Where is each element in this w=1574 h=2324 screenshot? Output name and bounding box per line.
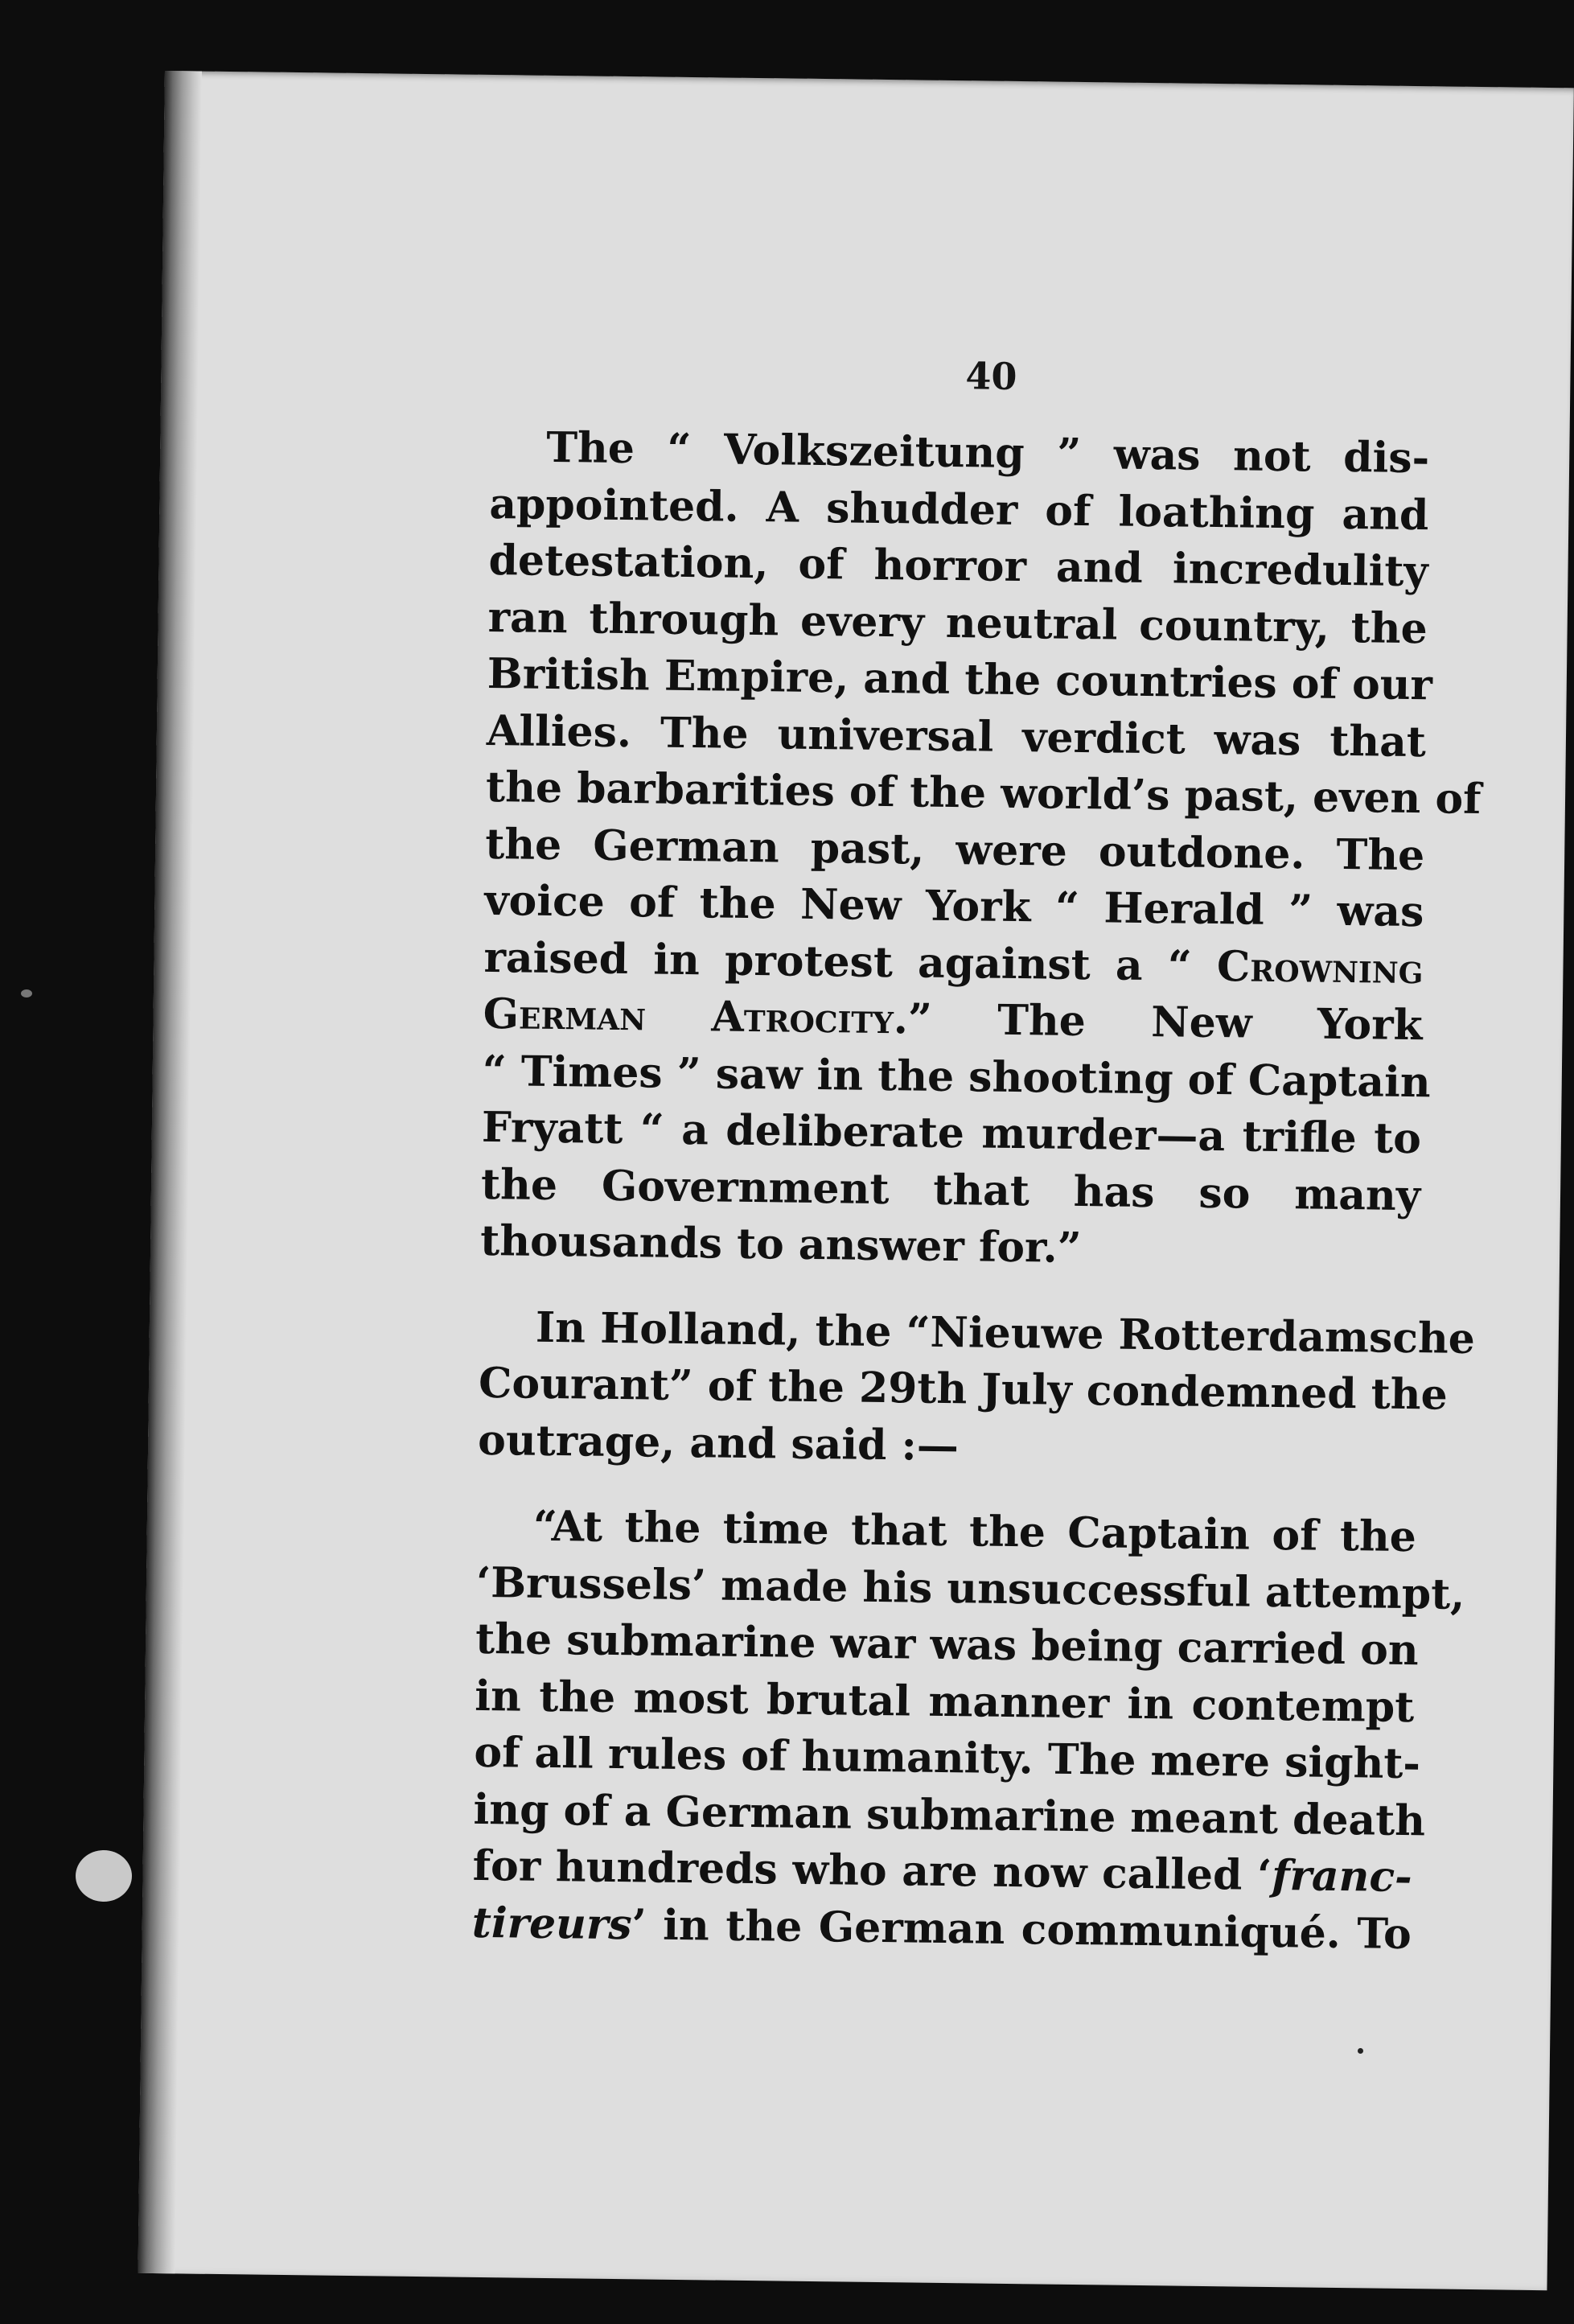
text-line: the German past, were outdone. The xyxy=(484,819,1425,880)
paper-speck xyxy=(76,1850,132,1902)
text-line: British Empire, and the countries of our xyxy=(487,648,1433,710)
text-line: In Holland, the “Nieuwe Rotterdamsche xyxy=(535,1302,1476,1364)
paragraph-volkszeitung xyxy=(479,419,1482,1281)
page-number: 40 xyxy=(965,354,1017,398)
text-line: of all rules of humanity. The mere sight- xyxy=(474,1727,1421,1789)
text-line: ‘Brussels’ made his unsuccessful attempt, xyxy=(475,1557,1465,1619)
text-line: in the most brutal manner in contempt xyxy=(474,1671,1415,1732)
text-line xyxy=(471,1894,1412,1963)
paper-speck xyxy=(1358,2048,1363,2054)
text-line: appointed. A shudder of loathing and xyxy=(489,479,1429,540)
paragraph-quotation xyxy=(471,1498,1465,1963)
body-text xyxy=(471,419,1482,1963)
small-caps-fragment: German Atrocity. xyxy=(483,989,909,1044)
text-fragment: ’ in the German communiqué. To xyxy=(631,1899,1412,1959)
text-line: ing of a German submarine meant death xyxy=(473,1784,1426,1845)
text-line: Courant” of the 29th July condemned the xyxy=(478,1358,1449,1420)
text-line: outrage, and said :— xyxy=(477,1415,960,1470)
text-fragment: for hundreds who are now called ‘ xyxy=(472,1841,1272,1900)
paragraph-holland xyxy=(477,1298,1476,1480)
text-line: thousands to answer for.” xyxy=(479,1215,1083,1273)
text-line: “At the time that the Captain of the xyxy=(532,1501,1417,1562)
text-fragment: ” The New York xyxy=(907,994,1423,1051)
text-line: the Government that has so many xyxy=(480,1159,1421,1220)
text-fragment: raised in protest against a “ xyxy=(483,932,1193,991)
text-line: the barbarities of the world’s past, even of xyxy=(485,762,1482,825)
italic-fragment: tireurs xyxy=(471,1898,632,1949)
text-line: Fryatt “ a deliberate murder—a trifle to xyxy=(481,1102,1422,1164)
text-line xyxy=(483,986,1423,1055)
text-line: The “ Volkszeitung ” was not dis- xyxy=(545,422,1430,483)
italic-fragment: franc- xyxy=(1271,1850,1413,1902)
text-line: detestation, of horror and incredulity xyxy=(488,535,1428,597)
text-line: “ Times ” saw in the shooting of Captain xyxy=(482,1046,1431,1107)
book-page xyxy=(138,71,1574,2290)
text-line: voice of the New York “ Herald ” was xyxy=(484,875,1424,937)
text-line: ran through every neutral country, the xyxy=(487,592,1428,653)
page-binding-shadow xyxy=(138,71,202,2273)
text-line: the submarine war was being carried on xyxy=(475,1614,1420,1676)
text-line xyxy=(472,1838,1412,1907)
paper-speck xyxy=(21,989,32,997)
text-line: Allies. The universal verdict was that xyxy=(486,705,1427,767)
small-caps-fragment: Crowning xyxy=(1216,941,1424,993)
